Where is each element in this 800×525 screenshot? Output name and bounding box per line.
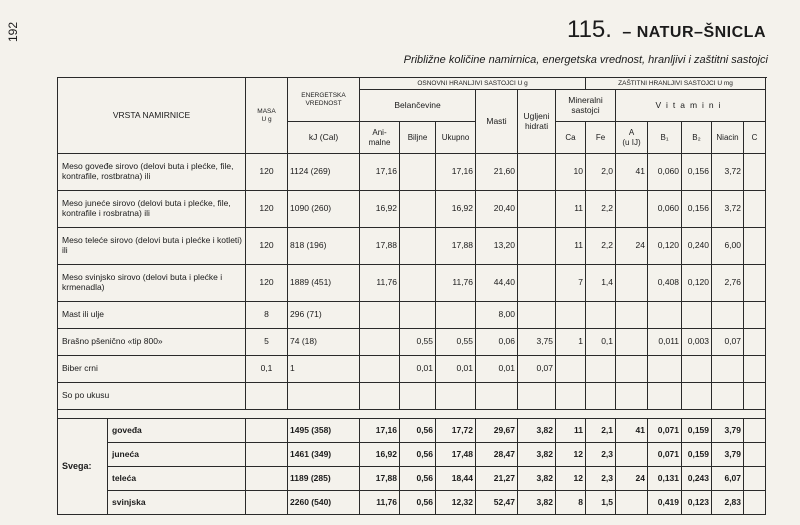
cell-niacin [712,383,744,410]
table-subtitle: Približne količine namirnica, energetska vrednost, hranljivi i zaštitni sastojci [403,54,768,66]
cell-mass [246,491,288,515]
col-energy: ENERGETSKA VREDNOST [288,78,360,122]
cell-plant: 0,01 [400,356,436,383]
col-minerals: Mineralni sastojci [556,90,616,122]
cell-plant: 0,56 [400,443,436,467]
cell-fe: 2,2 [586,191,616,228]
cell-fats: 13,20 [476,228,518,265]
col-carbs: Ugljeni hidrati [518,90,556,154]
cell-vitamin-b1: 0,071 [648,443,682,467]
cell-vitamin-c [744,419,766,443]
food-name: Meso teleće sirovo (delovi buta i plećke i kotleti) ili [58,228,246,265]
cell-protein-total [436,383,476,410]
cell-vitamin-b1: 0,060 [648,154,682,191]
cell-vitamin-b1 [648,356,682,383]
cell-mass: 120 [246,228,288,265]
cell-niacin: 2,83 [712,491,744,515]
cell-niacin [712,356,744,383]
total-name: juneća [108,443,246,467]
total-row [58,443,766,467]
cell-mass: 120 [246,154,288,191]
col-mass-unit: U g [261,115,272,123]
cell-carbs [518,191,556,228]
food-name: Meso goveđe sirovo (delovi buta i plećke, file, kontrafile, rostbratna) ili [58,154,246,191]
cell-protein-total: 18,44 [436,467,476,491]
cell-vitamin-b2: 0,243 [682,467,712,491]
cell-vitamin-a [616,302,648,329]
cell-vitamin-b2 [682,302,712,329]
cell-vitamin-b2: 0,240 [682,228,712,265]
cell-energy: 1495 (358) [288,419,360,443]
cell-animal [360,329,400,356]
cell-vitamin-b1 [648,302,682,329]
cell-ca: 11 [556,419,586,443]
cell-vitamin-b2: 0,159 [682,419,712,443]
cell-animal: 11,76 [360,265,400,302]
cell-ca: 11 [556,228,586,265]
cell-vitamin-c [744,302,766,329]
cell-fe: 2,2 [586,228,616,265]
cell-energy: 1189 (285) [288,467,360,491]
cell-mass [246,467,288,491]
cell-carbs: 0,07 [518,356,556,383]
col-vitamin-b2: B₂ [682,122,712,154]
cell-vitamin-c [744,491,766,515]
cell-fats: 8,00 [476,302,518,329]
cell-vitamin-b1: 0,131 [648,467,682,491]
col-energy-unit: kJ (Cal) [288,122,360,154]
cell-vitamin-b2: 0,159 [682,443,712,467]
cell-mass: 120 [246,265,288,302]
cell-protein-total: 11,76 [436,265,476,302]
cell-niacin: 6,00 [712,228,744,265]
cell-plant: 0,56 [400,419,436,443]
col-vitamin-a: A (u IJ) [616,122,648,154]
cell-fats: 20,40 [476,191,518,228]
spacer-cell [58,410,766,419]
cell-energy: 818 (196) [288,228,360,265]
cell-vitamin-a [616,491,648,515]
cell-carbs: 3,82 [518,419,556,443]
cell-plant [400,383,436,410]
cell-niacin: 3,79 [712,443,744,467]
cell-vitamin-c [744,154,766,191]
cell-fe: 1,5 [586,491,616,515]
cell-vitamin-b2: 0,123 [682,491,712,515]
cell-energy [288,383,360,410]
cell-animal: 11,76 [360,491,400,515]
col-animal: Ani- malne [360,122,400,154]
page-number: 192 [6,22,20,43]
cell-vitamin-b2: 0,120 [682,265,712,302]
cell-niacin: 3,72 [712,191,744,228]
cell-vitamin-b1: 0,408 [648,265,682,302]
cell-vitamin-c [744,383,766,410]
cell-vitamin-b1: 0,419 [648,491,682,515]
col-basic: OSNOVNI HRANLJIVI SASTOJCI U g [360,78,586,90]
cell-plant: 0,56 [400,467,436,491]
cell-plant [400,302,436,329]
cell-niacin: 6,07 [712,467,744,491]
cell-energy: 1 [288,356,360,383]
table-row [58,329,766,356]
col-vitamins: Vitamini [616,90,766,122]
cell-fats: 28,47 [476,443,518,467]
table-row [58,154,766,191]
col-fats: Masti [476,90,518,154]
cell-vitamin-b1: 0,120 [648,228,682,265]
cell-plant: 0,56 [400,491,436,515]
table-row [58,265,766,302]
cell-vitamin-c [744,467,766,491]
cell-fats: 29,67 [476,419,518,443]
cell-mass: 5 [246,329,288,356]
nutrition-table [57,77,766,515]
cell-vitamin-b2: 0,156 [682,191,712,228]
table-row [58,356,766,383]
cell-ca [556,302,586,329]
table-row [58,191,766,228]
cell-mass [246,443,288,467]
cell-ca: 11 [556,191,586,228]
cell-niacin [712,302,744,329]
cell-vitamin-a [616,265,648,302]
cell-vitamin-c [744,356,766,383]
total-name: goveđa [108,419,246,443]
cell-carbs: 3,75 [518,329,556,356]
total-row [58,491,766,515]
cell-ca: 7 [556,265,586,302]
cell-vitamin-c [744,265,766,302]
col-vitamin-c: C [744,122,766,154]
cell-carbs: 3,82 [518,443,556,467]
cell-energy: 74 (18) [288,329,360,356]
cell-vitamin-b2: 0,003 [682,329,712,356]
total-name: svinjska [108,491,246,515]
recipe-name: – NATUR–ŠNICLA [622,24,766,41]
cell-vitamin-b2 [682,383,712,410]
cell-mass: 120 [246,191,288,228]
recipe-title [567,16,766,44]
cell-vitamin-c [744,228,766,265]
col-fe: Fe [586,122,616,154]
cell-animal: 17,16 [360,419,400,443]
cell-energy: 1090 (260) [288,191,360,228]
cell-fats: 21,27 [476,467,518,491]
cell-protein-total: 17,48 [436,443,476,467]
cell-vitamin-a: 24 [616,467,648,491]
cell-energy: 1889 (451) [288,265,360,302]
cell-vitamin-a [616,443,648,467]
cell-niacin: 2,76 [712,265,744,302]
table-row [58,228,766,265]
cell-carbs [518,228,556,265]
col-mass [246,78,288,154]
cell-carbs [518,302,556,329]
col-niacin: Niacin [712,122,744,154]
cell-vitamin-a: 41 [616,419,648,443]
cell-vitamin-c [744,191,766,228]
table-row [58,383,766,410]
cell-ca: 1 [556,329,586,356]
cell-energy: 296 (71) [288,302,360,329]
cell-animal: 17,88 [360,228,400,265]
cell-carbs: 3,82 [518,467,556,491]
cell-ca: 8 [556,491,586,515]
totals-label: Svega: [58,419,108,515]
cell-ca [556,383,586,410]
cell-protein-total: 17,88 [436,228,476,265]
cell-vitamin-b1: 0,060 [648,191,682,228]
cell-plant [400,265,436,302]
cell-fe: 2,3 [586,443,616,467]
cell-vitamin-a [616,191,648,228]
table-spacer-row [58,410,766,419]
cell-vitamin-c [744,443,766,467]
col-plant: Biljne [400,122,436,154]
col-protective: ZAŠTITNI HRANLJIVI SASTOJCI U mg [586,78,766,90]
cell-plant [400,154,436,191]
cell-mass [246,383,288,410]
food-name: Meso juneće sirovo (delovi buta i plećke, file, kontrafile i rosbratna) ili [58,191,246,228]
cell-fats: 21,60 [476,154,518,191]
cell-niacin: 3,72 [712,154,744,191]
cell-fe: 1,4 [586,265,616,302]
cell-fats: 0,01 [476,356,518,383]
cell-plant: 0,55 [400,329,436,356]
cell-animal: 16,92 [360,191,400,228]
cell-energy: 1124 (269) [288,154,360,191]
col-mass-label: MASA [257,108,276,116]
food-name: Mast ili ulje [58,302,246,329]
cell-mass: 0,1 [246,356,288,383]
cell-ca: 10 [556,154,586,191]
cell-vitamin-b2: 0,156 [682,154,712,191]
cell-mass: 8 [246,302,288,329]
cell-animal: 16,92 [360,443,400,467]
cell-vitamin-a: 24 [616,228,648,265]
col-food: VRSTA NAMIRNICE [58,78,246,154]
cell-energy: 1461 (349) [288,443,360,467]
cell-niacin: 3,79 [712,419,744,443]
cell-protein-total: 12,32 [436,491,476,515]
cell-animal [360,383,400,410]
cell-vitamin-a [616,356,648,383]
cell-fats: 0,06 [476,329,518,356]
cell-fe: 2,1 [586,419,616,443]
cell-vitamin-a [616,383,648,410]
cell-carbs [518,265,556,302]
food-name: Meso svinjsko sirovo (delovi buta i plećke i krmenadla) [58,265,246,302]
cell-protein-total: 0,01 [436,356,476,383]
total-row [58,419,766,443]
cell-fe: 0,1 [586,329,616,356]
cell-protein-total [436,302,476,329]
cell-vitamin-b1: 0,011 [648,329,682,356]
total-name: teleća [108,467,246,491]
total-row [58,467,766,491]
cell-vitamin-c [744,329,766,356]
cell-ca: 12 [556,443,586,467]
cell-animal [360,356,400,383]
cell-fats: 52,47 [476,491,518,515]
cell-fats [476,383,518,410]
cell-vitamin-a: 41 [616,154,648,191]
cell-protein-total: 17,16 [436,154,476,191]
cell-animal: 17,16 [360,154,400,191]
cell-vitamin-b1: 0,071 [648,419,682,443]
cell-mass [246,419,288,443]
cell-fe [586,383,616,410]
cell-carbs [518,154,556,191]
cell-energy: 2260 (540) [288,491,360,515]
cell-protein-total: 0,55 [436,329,476,356]
cell-protein-total: 17,72 [436,419,476,443]
col-protein-total: Ukupno [436,122,476,154]
cell-carbs: 3,82 [518,491,556,515]
cell-fe [586,302,616,329]
table-row [58,302,766,329]
food-name: So po ukusu [58,383,246,410]
recipe-number: 115. [567,16,612,43]
cell-carbs [518,383,556,410]
col-ca: Ca [556,122,586,154]
cell-fe: 2,0 [586,154,616,191]
cell-vitamin-b1 [648,383,682,410]
cell-protein-total: 16,92 [436,191,476,228]
food-name: Brašno pšenično «tip 800» [58,329,246,356]
cell-niacin: 0,07 [712,329,744,356]
food-name: Biber crni [58,356,246,383]
cell-vitamin-b2 [682,356,712,383]
cell-animal [360,302,400,329]
cell-ca [556,356,586,383]
cell-vitamin-a [616,329,648,356]
cell-plant [400,228,436,265]
cell-fe: 2,3 [586,467,616,491]
cell-fats: 44,40 [476,265,518,302]
cell-fe [586,356,616,383]
col-proteins: Belančevine [360,90,476,122]
cell-animal: 17,88 [360,467,400,491]
cell-plant [400,191,436,228]
col-vitamin-b1: B₁ [648,122,682,154]
cell-ca: 12 [556,467,586,491]
